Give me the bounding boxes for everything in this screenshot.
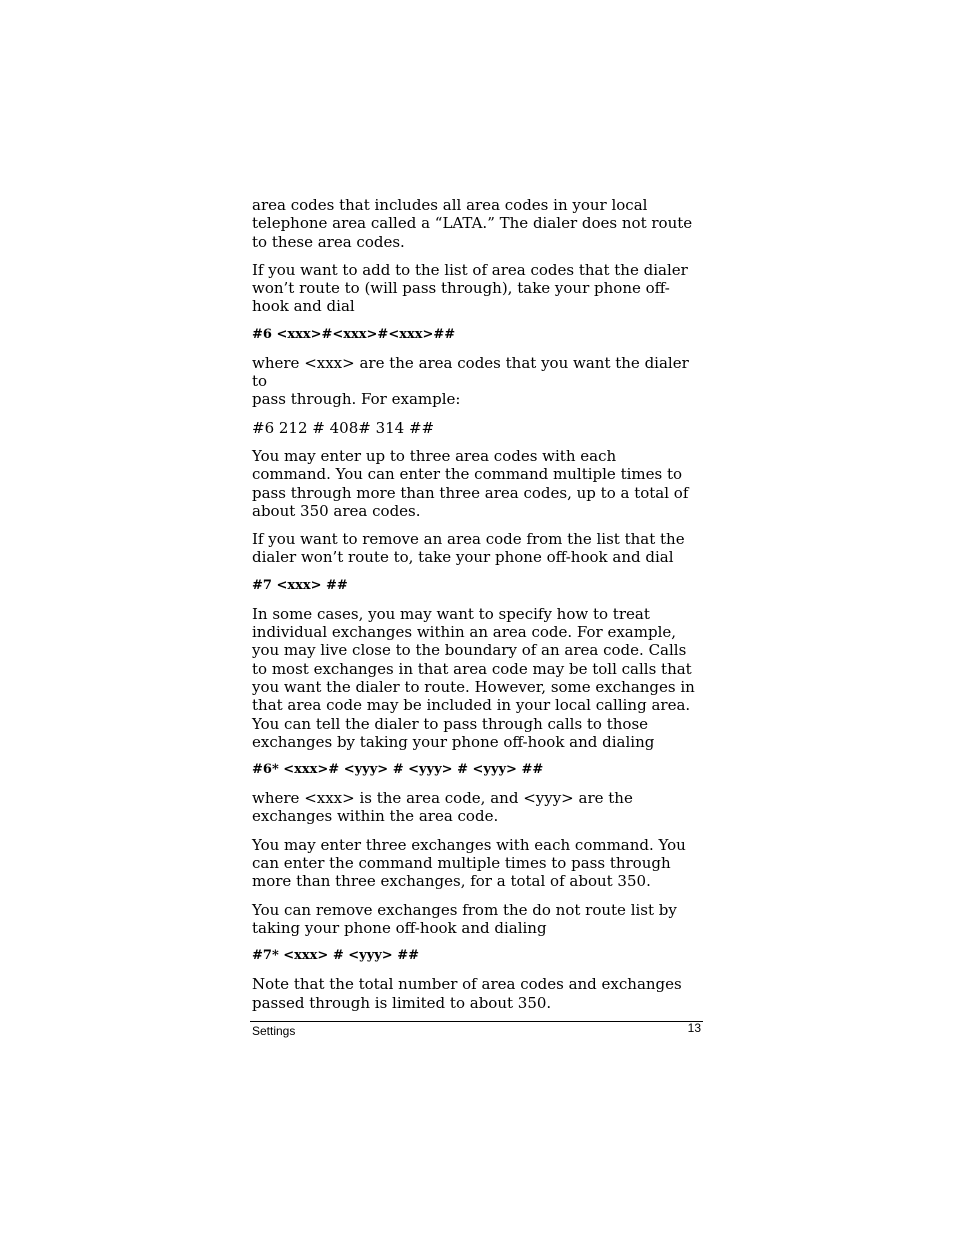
page-body xyxy=(252,196,704,1022)
page-number: 13 xyxy=(687,1021,701,1035)
paragraph-exchange-explanation: where <xxx> is the area code, and <yyy> are the exchanges within the area code. xyxy=(252,789,633,826)
footer-section-label: Settings xyxy=(252,1024,296,1038)
example-add-area-codes: #6 212 # 408# 314 ## xyxy=(252,418,435,437)
command-add-exchanges: #6* <xxx># <yyy> # <yyy> # <yyy> ## xyxy=(252,762,544,778)
page-footer xyxy=(250,1021,703,1038)
command-remove-exchanges: #7* <xxx> # <yyy> ## xyxy=(252,948,420,964)
paragraph-lata-intro: area codes that includes all area codes in your local telephone area called a “LATA.” The dialer does not route to these area codes. xyxy=(252,196,693,251)
command-remove-area-code: #7 <xxx> ## xyxy=(252,577,348,593)
command-add-area-codes: #6 <xxx>#<xxx>#<xxx>## xyxy=(252,326,456,342)
paragraph-total-limit-note: Note that the total number of area codes and exchanges passed through is limited to about 350. xyxy=(252,975,682,1012)
paragraph-area-code-limit: You may enter up to three area codes with each command. You can enter the command multiple times to pass through more than three area codes, up to a total of about 350 area codes. xyxy=(252,446,689,520)
paragraph-exchange-limit: You may enter three exchanges with each command. You can enter the command multiple times to pass through more than three exchanges, for a total of about 350. xyxy=(252,835,686,891)
paragraph-remove-exchanges: You can remove exchanges from the do not route list by taking your phone off-hook and dialing xyxy=(252,900,677,937)
paragraph-area-code-explanation: where <xxx> are the area codes that you want the dialer to pass through. For example: xyxy=(252,353,689,409)
paragraph-exchanges-intro: In some cases, you may want to specify how to treat individual exchanges within an area code. For example, you may live close to the boundary of an area code. Calls to most exchanges in that area code may be toll calls that you want the dialer to route. However, some exchanges in that area code may be included in your local calling area. You can tell the dialer to pass through calls to those exchanges by taking your phone off-hook and dialing xyxy=(252,604,695,751)
paragraph-remove-area-code: If you want to remove an area code from the list that the dialer won’t route to, take your phone off-hook and dial xyxy=(252,530,685,567)
paragraph-add-area-codes: If you want to add to the list of area codes that the dialer won’t route to (will pass through), take your phone off- hook and dial xyxy=(252,260,688,316)
